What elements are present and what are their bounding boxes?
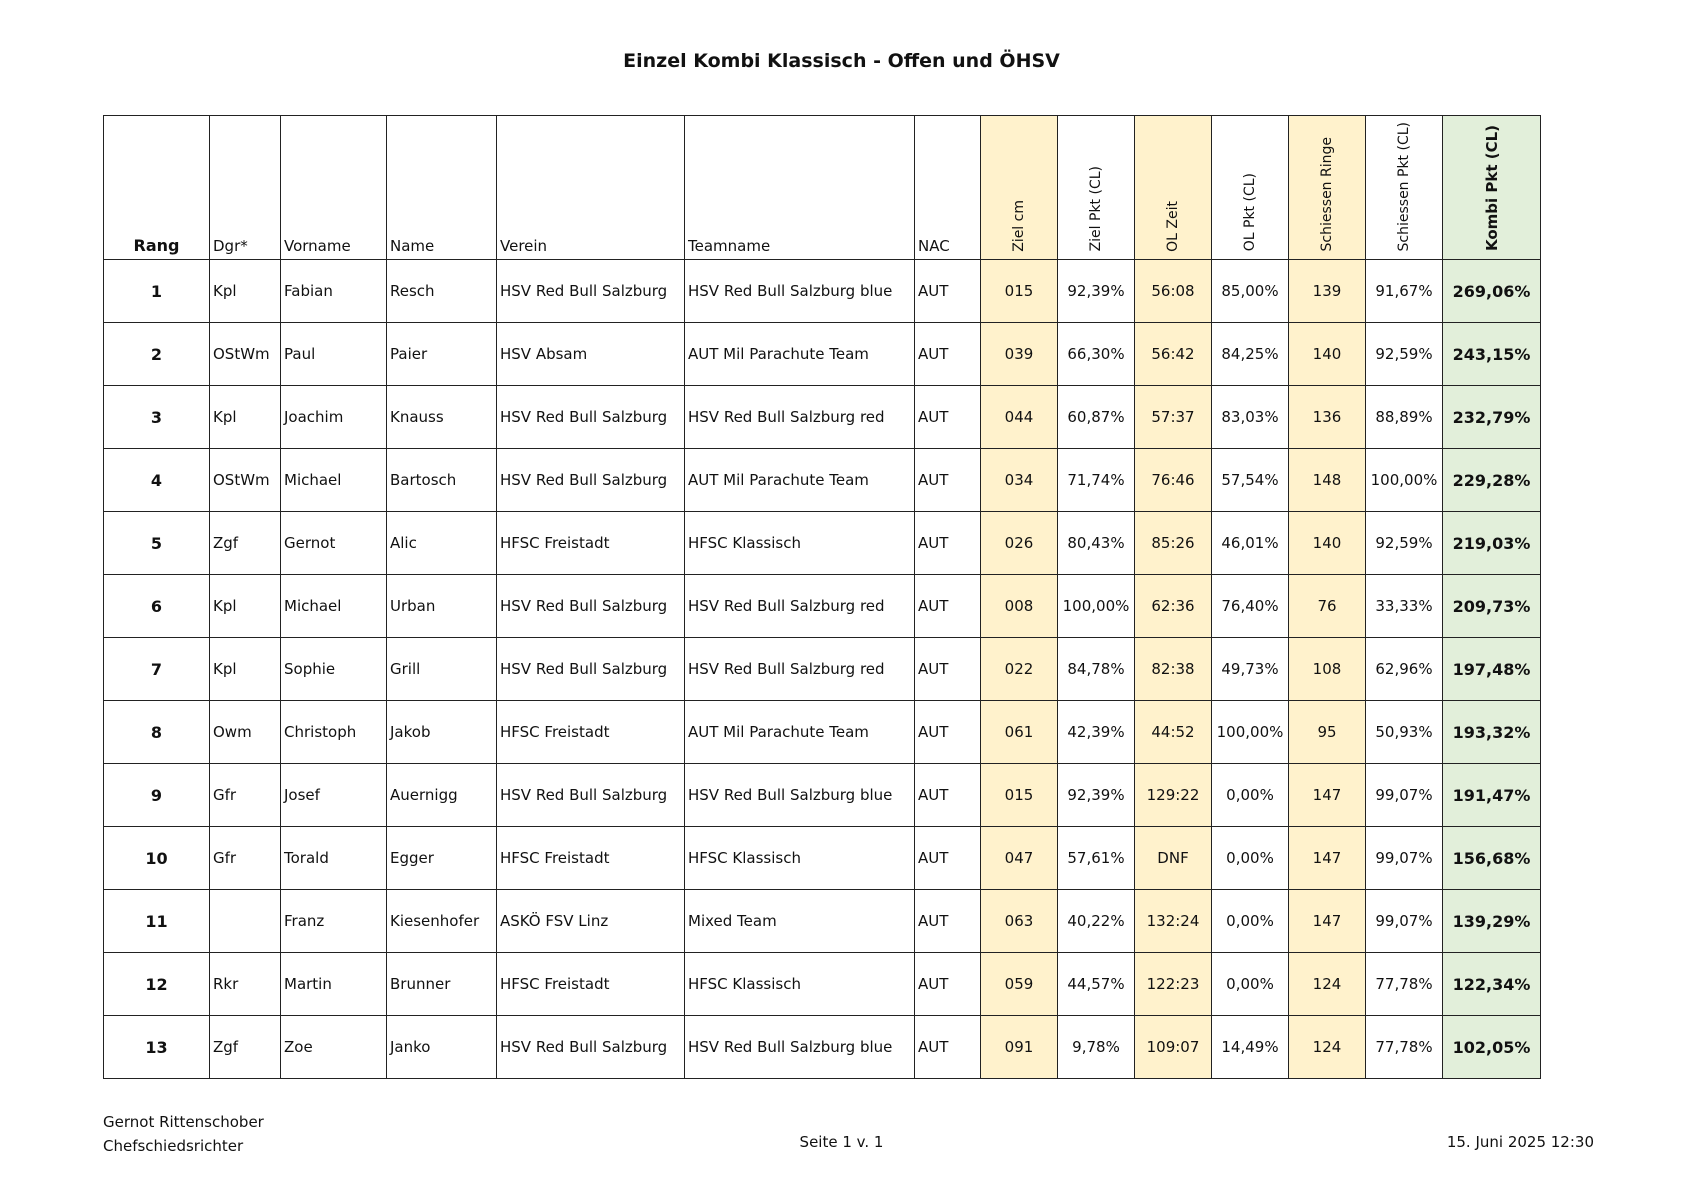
cell-schiessen-pkt: 99,07% (1366, 890, 1443, 953)
cell-ol-zeit: 85:26 (1135, 512, 1212, 575)
cell-name: Knauss (387, 386, 497, 449)
cell-dgr: Zgf (210, 512, 281, 575)
cell-dgr: Zgf (210, 1016, 281, 1079)
cell-kombi-pkt: 156,68% (1443, 827, 1541, 890)
cell-kombi-pkt: 229,28% (1443, 449, 1541, 512)
cell-verein: HSV Red Bull Salzburg (497, 1016, 685, 1079)
cell-dgr: Kpl (210, 575, 281, 638)
cell-teamname: HFSC Klassisch (685, 827, 915, 890)
cell-rang: 9 (104, 764, 210, 827)
cell-schiessen-pkt: 50,93% (1366, 701, 1443, 764)
cell-teamname: HSV Red Bull Salzburg red (685, 386, 915, 449)
cell-ziel-pkt: 60,87% (1058, 386, 1135, 449)
cell-name: Bartosch (387, 449, 497, 512)
cell-ziel-cm: 015 (981, 764, 1058, 827)
cell-nac: AUT (915, 386, 981, 449)
cell-ol-pkt: 83,03% (1212, 386, 1289, 449)
cell-ol-zeit: 56:08 (1135, 260, 1212, 323)
cell-vorname: Christoph (281, 701, 387, 764)
cell-verein: HFSC Freistadt (497, 953, 685, 1016)
results-table (103, 115, 1541, 1079)
cell-rang: 3 (104, 386, 210, 449)
cell-kombi-pkt: 191,47% (1443, 764, 1541, 827)
cell-vorname: Josef (281, 764, 387, 827)
cell-ziel-pkt: 42,39% (1058, 701, 1135, 764)
cell-rang: 10 (104, 827, 210, 890)
col-header-teamname: Teamname (685, 116, 915, 260)
cell-teamname: HSV Red Bull Salzburg blue (685, 764, 915, 827)
cell-ol-pkt: 0,00% (1212, 953, 1289, 1016)
cell-rang: 1 (104, 260, 210, 323)
cell-ziel-cm: 063 (981, 890, 1058, 953)
cell-kombi-pkt: 219,03% (1443, 512, 1541, 575)
cell-ol-zeit: 56:42 (1135, 323, 1212, 386)
cell-vorname: Michael (281, 449, 387, 512)
col-header-kombi-pkt: Kombi Pkt (CL) (1443, 116, 1541, 260)
cell-name: Auernigg (387, 764, 497, 827)
cell-name: Janko (387, 1016, 497, 1079)
cell-ol-pkt: 57,54% (1212, 449, 1289, 512)
cell-teamname: HSV Red Bull Salzburg blue (685, 260, 915, 323)
cell-name: Resch (387, 260, 497, 323)
cell-schiessen-pkt: 99,07% (1366, 827, 1443, 890)
col-header-schiessen-pkt: Schiessen Pkt (CL) (1366, 116, 1443, 260)
cell-rang: 8 (104, 701, 210, 764)
cell-ziel-cm: 039 (981, 323, 1058, 386)
cell-verein: HSV Red Bull Salzburg (497, 386, 685, 449)
cell-kombi-pkt: 193,32% (1443, 701, 1541, 764)
cell-ziel-pkt: 80,43% (1058, 512, 1135, 575)
cell-ziel-pkt: 40,22% (1058, 890, 1135, 953)
cell-schiessen-ringe: 124 (1289, 953, 1366, 1016)
cell-schiessen-ringe: 124 (1289, 1016, 1366, 1079)
cell-schiessen-pkt: 33,33% (1366, 575, 1443, 638)
table-row (104, 323, 1541, 386)
cell-ziel-cm: 061 (981, 701, 1058, 764)
table-row (104, 575, 1541, 638)
cell-rang: 2 (104, 323, 210, 386)
col-header-ol-zeit: OL Zeit (1135, 116, 1212, 260)
cell-verein: HSV Absam (497, 323, 685, 386)
cell-ol-zeit: DNF (1135, 827, 1212, 890)
cell-vorname: Martin (281, 953, 387, 1016)
cell-verein: HSV Red Bull Salzburg (497, 575, 685, 638)
cell-ol-zeit: 76:46 (1135, 449, 1212, 512)
cell-kombi-pkt: 122,34% (1443, 953, 1541, 1016)
cell-name: Kiesenhofer (387, 890, 497, 953)
table-row (104, 449, 1541, 512)
cell-ziel-cm: 008 (981, 575, 1058, 638)
page-number: Seite 1 v. 1 (799, 1133, 884, 1151)
cell-nac: AUT (915, 260, 981, 323)
col-header-verein: Verein (497, 116, 685, 260)
cell-rang: 4 (104, 449, 210, 512)
cell-nac: AUT (915, 575, 981, 638)
cell-name: Paier (387, 323, 497, 386)
cell-ol-pkt: 49,73% (1212, 638, 1289, 701)
cell-ol-zeit: 129:22 (1135, 764, 1212, 827)
col-header-name: Name (387, 116, 497, 260)
cell-schiessen-pkt: 99,07% (1366, 764, 1443, 827)
cell-dgr: Rkr (210, 953, 281, 1016)
cell-name: Jakob (387, 701, 497, 764)
col-header-vorname: Vorname (281, 116, 387, 260)
cell-ziel-cm: 026 (981, 512, 1058, 575)
col-header-rang: Rang (104, 116, 210, 260)
cell-nac: AUT (915, 638, 981, 701)
cell-dgr: Gfr (210, 827, 281, 890)
cell-rang: 6 (104, 575, 210, 638)
cell-schiessen-ringe: 140 (1289, 512, 1366, 575)
cell-dgr: Gfr (210, 764, 281, 827)
cell-ol-pkt: 14,49% (1212, 1016, 1289, 1079)
table-row (104, 1016, 1541, 1079)
cell-nac: AUT (915, 1016, 981, 1079)
cell-nac: AUT (915, 701, 981, 764)
cell-name: Alic (387, 512, 497, 575)
cell-ziel-pkt: 84,78% (1058, 638, 1135, 701)
cell-ol-zeit: 62:36 (1135, 575, 1212, 638)
cell-teamname: Mixed Team (685, 890, 915, 953)
cell-name: Grill (387, 638, 497, 701)
cell-dgr: Owm (210, 701, 281, 764)
cell-ziel-cm: 022 (981, 638, 1058, 701)
cell-nac: AUT (915, 323, 981, 386)
cell-rang: 11 (104, 890, 210, 953)
cell-verein: ASKÖ FSV Linz (497, 890, 685, 953)
cell-rang: 7 (104, 638, 210, 701)
table-row (104, 953, 1541, 1016)
cell-ol-pkt: 76,40% (1212, 575, 1289, 638)
cell-schiessen-pkt: 91,67% (1366, 260, 1443, 323)
cell-ziel-cm: 034 (981, 449, 1058, 512)
cell-vorname: Gernot (281, 512, 387, 575)
cell-schiessen-ringe: 147 (1289, 827, 1366, 890)
signer-role: Chefschiedsrichter (103, 1137, 244, 1155)
table-row (104, 890, 1541, 953)
cell-ol-pkt: 84,25% (1212, 323, 1289, 386)
cell-dgr: Kpl (210, 260, 281, 323)
cell-verein: HFSC Freistadt (497, 827, 685, 890)
cell-teamname: AUT Mil Parachute Team (685, 323, 915, 386)
cell-teamname: AUT Mil Parachute Team (685, 449, 915, 512)
cell-schiessen-pkt: 100,00% (1366, 449, 1443, 512)
cell-ol-zeit: 57:37 (1135, 386, 1212, 449)
cell-schiessen-ringe: 140 (1289, 323, 1366, 386)
cell-schiessen-ringe: 147 (1289, 764, 1366, 827)
table-row (104, 512, 1541, 575)
cell-schiessen-pkt: 62,96% (1366, 638, 1443, 701)
col-header-nac: NAC (915, 116, 981, 260)
cell-dgr: Kpl (210, 386, 281, 449)
cell-vorname: Franz (281, 890, 387, 953)
cell-schiessen-pkt: 88,89% (1366, 386, 1443, 449)
table-row (104, 638, 1541, 701)
cell-ol-zeit: 132:24 (1135, 890, 1212, 953)
cell-kombi-pkt: 243,15% (1443, 323, 1541, 386)
cell-verein: HFSC Freistadt (497, 701, 685, 764)
cell-vorname: Michael (281, 575, 387, 638)
cell-nac: AUT (915, 449, 981, 512)
cell-ziel-pkt: 57,61% (1058, 827, 1135, 890)
cell-kombi-pkt: 269,06% (1443, 260, 1541, 323)
cell-name: Brunner (387, 953, 497, 1016)
cell-ol-pkt: 0,00% (1212, 827, 1289, 890)
header-row (104, 116, 1541, 260)
cell-nac: AUT (915, 827, 981, 890)
cell-schiessen-ringe: 147 (1289, 890, 1366, 953)
cell-schiessen-ringe: 136 (1289, 386, 1366, 449)
cell-ol-pkt: 0,00% (1212, 764, 1289, 827)
cell-ziel-pkt: 92,39% (1058, 764, 1135, 827)
cell-verein: HSV Red Bull Salzburg (497, 449, 685, 512)
cell-dgr: Kpl (210, 638, 281, 701)
cell-name: Urban (387, 575, 497, 638)
cell-teamname: HSV Red Bull Salzburg red (685, 638, 915, 701)
cell-rang: 13 (104, 1016, 210, 1079)
cell-ziel-cm: 044 (981, 386, 1058, 449)
cell-ol-zeit: 109:07 (1135, 1016, 1212, 1079)
cell-schiessen-ringe: 76 (1289, 575, 1366, 638)
cell-ziel-pkt: 71,74% (1058, 449, 1135, 512)
cell-ol-pkt: 46,01% (1212, 512, 1289, 575)
col-header-ziel-pkt: Ziel Pkt (CL) (1058, 116, 1135, 260)
cell-teamname: HFSC Klassisch (685, 953, 915, 1016)
cell-vorname: Fabian (281, 260, 387, 323)
cell-schiessen-pkt: 77,78% (1366, 953, 1443, 1016)
table-row (104, 260, 1541, 323)
cell-nac: AUT (915, 512, 981, 575)
cell-schiessen-ringe: 108 (1289, 638, 1366, 701)
cell-schiessen-ringe: 95 (1289, 701, 1366, 764)
cell-verein: HSV Red Bull Salzburg (497, 764, 685, 827)
table-row (104, 701, 1541, 764)
page-title: Einzel Kombi Klassisch - Offen und ÖHSV (623, 50, 1060, 72)
cell-ziel-cm: 047 (981, 827, 1058, 890)
cell-rang: 5 (104, 512, 210, 575)
cell-ol-pkt: 100,00% (1212, 701, 1289, 764)
cell-kombi-pkt: 209,73% (1443, 575, 1541, 638)
cell-dgr: OStWm (210, 323, 281, 386)
cell-dgr (210, 890, 281, 953)
cell-vorname: Zoe (281, 1016, 387, 1079)
cell-ol-zeit: 44:52 (1135, 701, 1212, 764)
cell-ol-pkt: 85,00% (1212, 260, 1289, 323)
col-header-ziel-cm: Ziel cm (981, 116, 1058, 260)
cell-teamname: HFSC Klassisch (685, 512, 915, 575)
cell-nac: AUT (915, 890, 981, 953)
cell-ol-pkt: 0,00% (1212, 890, 1289, 953)
cell-ziel-pkt: 66,30% (1058, 323, 1135, 386)
cell-schiessen-pkt: 92,59% (1366, 323, 1443, 386)
cell-ziel-cm: 059 (981, 953, 1058, 1016)
print-datetime: 15. Juni 2025 12:30 (1446, 1133, 1594, 1151)
cell-ziel-pkt: 44,57% (1058, 953, 1135, 1016)
cell-rang: 12 (104, 953, 210, 1016)
cell-ziel-pkt: 92,39% (1058, 260, 1135, 323)
cell-vorname: Paul (281, 323, 387, 386)
col-header-schiessen-ringe: Schiessen Ringe (1289, 116, 1366, 260)
col-header-ol-pkt: OL Pkt (CL) (1212, 116, 1289, 260)
cell-vorname: Sophie (281, 638, 387, 701)
table-row (104, 827, 1541, 890)
cell-kombi-pkt: 102,05% (1443, 1016, 1541, 1079)
col-header-dgr: Dgr* (210, 116, 281, 260)
cell-ziel-pkt: 9,78% (1058, 1016, 1135, 1079)
cell-ol-zeit: 122:23 (1135, 953, 1212, 1016)
cell-ziel-cm: 091 (981, 1016, 1058, 1079)
cell-ziel-pkt: 100,00% (1058, 575, 1135, 638)
cell-verein: HFSC Freistadt (497, 512, 685, 575)
cell-verein: HSV Red Bull Salzburg (497, 260, 685, 323)
cell-nac: AUT (915, 764, 981, 827)
cell-schiessen-ringe: 148 (1289, 449, 1366, 512)
cell-name: Egger (387, 827, 497, 890)
cell-nac: AUT (915, 953, 981, 1016)
table-row (104, 386, 1541, 449)
cell-schiessen-pkt: 92,59% (1366, 512, 1443, 575)
cell-kombi-pkt: 232,79% (1443, 386, 1541, 449)
cell-dgr: OStWm (210, 449, 281, 512)
cell-ziel-cm: 015 (981, 260, 1058, 323)
cell-teamname: HSV Red Bull Salzburg blue (685, 1016, 915, 1079)
cell-verein: HSV Red Bull Salzburg (497, 638, 685, 701)
cell-schiessen-pkt: 77,78% (1366, 1016, 1443, 1079)
cell-vorname: Torald (281, 827, 387, 890)
cell-teamname: HSV Red Bull Salzburg red (685, 575, 915, 638)
cell-ol-zeit: 82:38 (1135, 638, 1212, 701)
cell-vorname: Joachim (281, 386, 387, 449)
signer-name: Gernot Rittenschober (103, 1113, 264, 1131)
table-row (104, 764, 1541, 827)
cell-kombi-pkt: 139,29% (1443, 890, 1541, 953)
cell-kombi-pkt: 197,48% (1443, 638, 1541, 701)
cell-schiessen-ringe: 139 (1289, 260, 1366, 323)
cell-teamname: AUT Mil Parachute Team (685, 701, 915, 764)
